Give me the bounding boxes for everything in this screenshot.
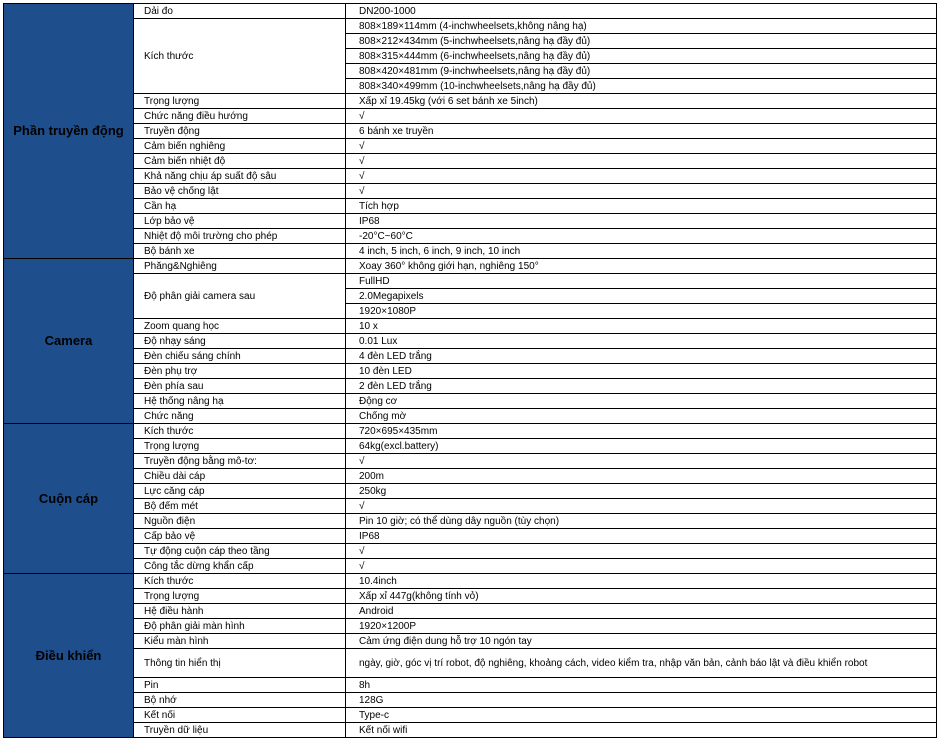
spec-value: Kết nối wifi — [346, 723, 937, 738]
spec-label: Tự động cuộn cáp theo tầng — [134, 544, 346, 559]
table-row — [4, 589, 937, 604]
table-row — [4, 169, 937, 184]
spec-label: Bộ nhớ — [134, 693, 346, 708]
spec-label: Đèn phía sau — [134, 379, 346, 394]
spec-value: IP68 — [346, 529, 937, 544]
spec-value: 808×340×499mm (10-inchwheelsets,nâng hạ đầy đủ) — [346, 79, 937, 94]
spec-value: Chống mờ — [346, 409, 937, 424]
spec-value: DN200-1000 — [346, 4, 937, 19]
table-row — [4, 499, 937, 514]
spec-label: Hệ thống nâng hạ — [134, 394, 346, 409]
spec-label: Đèn chiếu sáng chính — [134, 349, 346, 364]
table-row — [4, 439, 937, 454]
spec-value: √ — [346, 559, 937, 574]
spec-value: FullHD — [346, 274, 937, 289]
table-row — [4, 708, 937, 723]
spec-label: Lớp bảo vệ — [134, 214, 346, 229]
spec-label: Công tắc dừng khẩn cấp — [134, 559, 346, 574]
table-row — [4, 559, 937, 574]
spec-label: Thông tin hiển thị — [134, 649, 346, 678]
spec-value: 250kg — [346, 484, 937, 499]
table-row — [4, 678, 937, 693]
spec-value: Android — [346, 604, 937, 619]
table-row — [4, 319, 937, 334]
table-row — [4, 154, 937, 169]
table-row — [4, 124, 937, 139]
spec-value: Động cơ — [346, 394, 937, 409]
spec-value: 1920×1080P — [346, 304, 937, 319]
table-row — [4, 529, 937, 544]
table-row — [4, 469, 937, 484]
spec-value: 200m — [346, 469, 937, 484]
spec-label: Kích thước — [134, 424, 346, 439]
table-row — [4, 334, 937, 349]
spec-label: Truyền động — [134, 124, 346, 139]
spec-value: 10 x — [346, 319, 937, 334]
spec-label: Độ nhạy sáng — [134, 334, 346, 349]
spec-value: √ — [346, 109, 937, 124]
spec-value: 2.0Megapixels — [346, 289, 937, 304]
spec-label: Độ phân giải màn hình — [134, 619, 346, 634]
table-row — [4, 574, 937, 589]
spec-value: √ — [346, 499, 937, 514]
spec-label: Dải đo — [134, 4, 346, 19]
table-row — [4, 349, 937, 364]
spec-value: √ — [346, 154, 937, 169]
spec-value: 808×315×444mm (6-inchwheelsets,nâng hạ đầy đủ) — [346, 49, 937, 64]
spec-label: Nhiệt độ môi trường cho phép — [134, 229, 346, 244]
table-row — [4, 379, 937, 394]
spec-value: Xấp xỉ 19.45kg (với 6 set bánh xe 5inch) — [346, 94, 937, 109]
spec-value: √ — [346, 184, 937, 199]
table-row — [4, 4, 937, 19]
spec-value: 4 đèn LED trắng — [346, 349, 937, 364]
table-row — [4, 409, 937, 424]
spec-value: √ — [346, 169, 937, 184]
table-row — [4, 139, 937, 154]
spec-label: Đèn phụ trợ — [134, 364, 346, 379]
spec-value: 128G — [346, 693, 937, 708]
spec-value: Tích hợp — [346, 199, 937, 214]
spec-value: Pin 10 giờ; có thể dùng dây nguồn (tùy chọn) — [346, 514, 937, 529]
spec-label: Nguồn điện — [134, 514, 346, 529]
table-row — [4, 394, 937, 409]
table-row — [4, 484, 937, 499]
spec-label: Cảm biến nghiêng — [134, 139, 346, 154]
table-row — [4, 514, 937, 529]
spec-value: ngày, giờ, góc vị trí robot, độ nghiêng, khoảng cách, video kiểm tra, nhập văn bản, cảnh báo lật và điều khiển robot — [346, 649, 937, 678]
spec-value: Xấp xỉ 447g(không tính vỏ) — [346, 589, 937, 604]
spec-label: Chiều dài cáp — [134, 469, 346, 484]
table-row — [4, 244, 937, 259]
spec-value: Type-c — [346, 708, 937, 723]
spec-value: √ — [346, 544, 937, 559]
spec-label: Kích thước — [134, 19, 346, 94]
table-row — [4, 649, 937, 678]
spec-label: Chức năng — [134, 409, 346, 424]
section-header-cuon-cap: Cuộn cáp — [4, 424, 134, 574]
spec-label: Lực căng cáp — [134, 484, 346, 499]
table-row — [4, 364, 937, 379]
table-row — [4, 619, 937, 634]
spec-label: Cần hạ — [134, 199, 346, 214]
table-row — [4, 604, 937, 619]
section-header-phan-truyen-dong: Phần truyền động — [4, 4, 134, 259]
table-row — [4, 544, 937, 559]
table-row — [4, 109, 937, 124]
spec-label: Bộ đếm mét — [134, 499, 346, 514]
spec-value: 8h — [346, 678, 937, 693]
spec-label: Trọng lượng — [134, 439, 346, 454]
table-row — [4, 94, 937, 109]
spec-value: 808×189×114mm (4-inchwheelsets,không nâng hạ) — [346, 19, 937, 34]
table-row — [4, 199, 937, 214]
spec-value: 64kg(excl.battery) — [346, 439, 937, 454]
spec-value: 6 bánh xe truyền — [346, 124, 937, 139]
spec-label: Kích thước — [134, 574, 346, 589]
section-header-dieu-khien: Điều khiển — [4, 574, 134, 738]
spec-label: Kiểu màn hình — [134, 634, 346, 649]
table-row — [4, 274, 937, 289]
table-row — [4, 454, 937, 469]
table-row — [4, 723, 937, 738]
table-row — [4, 214, 937, 229]
spec-label: Cấp bảo vệ — [134, 529, 346, 544]
spec-value: IP68 — [346, 214, 937, 229]
spec-label: Chức năng điều hướng — [134, 109, 346, 124]
spec-label: Hệ điều hành — [134, 604, 346, 619]
spec-label: Truyền dữ liệu — [134, 723, 346, 738]
table-row — [4, 259, 937, 274]
spec-label: Phăng&Nghiêng — [134, 259, 346, 274]
spec-value: 4 inch, 5 inch, 6 inch, 9 inch, 10 inch — [346, 244, 937, 259]
section-header-camera: Camera — [4, 259, 134, 424]
spec-label: Zoom quang học — [134, 319, 346, 334]
spec-value: 10.4inch — [346, 574, 937, 589]
spec-value: -20°C~60°C — [346, 229, 937, 244]
spec-label: Độ phân giải camera sau — [134, 274, 346, 319]
table-row — [4, 693, 937, 708]
spec-label: Bảo vệ chống lật — [134, 184, 346, 199]
table-row — [4, 424, 937, 439]
spec-table — [3, 3, 937, 738]
spec-value: 2 đèn LED trắng — [346, 379, 937, 394]
spec-value: 0.01 Lux — [346, 334, 937, 349]
spec-label: Bộ bánh xe — [134, 244, 346, 259]
spec-label: Cảm biến nhiệt độ — [134, 154, 346, 169]
spec-label: Pin — [134, 678, 346, 693]
spec-value: 808×212×434mm (5-inchwheelsets,nâng hạ đầy đủ) — [346, 34, 937, 49]
table-row — [4, 19, 937, 34]
spec-label: Trọng lượng — [134, 589, 346, 604]
spec-value: 10 đèn LED — [346, 364, 937, 379]
spec-value: Cảm ứng điện dung hỗ trợ 10 ngón tay — [346, 634, 937, 649]
spec-label: Khả năng chịu áp suất độ sâu — [134, 169, 346, 184]
spec-value: 720×695×435mm — [346, 424, 937, 439]
spec-label: Trọng lượng — [134, 94, 346, 109]
spec-value: Xoay 360° không giới hạn, nghiêng 150° — [346, 259, 937, 274]
spec-label: Kết nối — [134, 708, 346, 723]
spec-value: 1920×1200P — [346, 619, 937, 634]
spec-label: Truyền động bằng mô-tơ: — [134, 454, 346, 469]
spec-value: √ — [346, 139, 937, 154]
table-row — [4, 184, 937, 199]
spec-value: 808×420×481mm (9-inchwheelsets,nâng hạ đầy đủ) — [346, 64, 937, 79]
spec-value: √ — [346, 454, 937, 469]
table-row — [4, 634, 937, 649]
table-row — [4, 229, 937, 244]
